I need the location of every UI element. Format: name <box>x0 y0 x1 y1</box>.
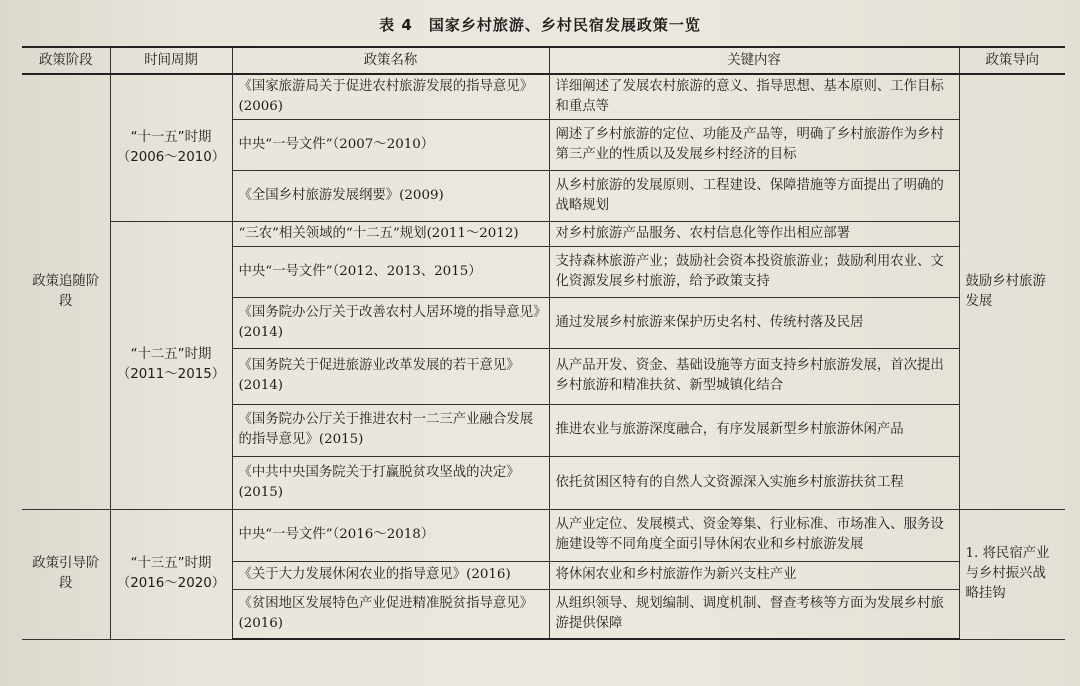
policy-name: 《国务院关于促进旅游业改革发展的若干意见》(2014) <box>232 348 549 404</box>
period-label: “十二五”时期 <box>130 347 212 362</box>
header-row <box>22 47 1065 74</box>
stage-cell: 政策追随阶段 <box>22 74 110 509</box>
period-cell <box>110 509 232 639</box>
header-stage: 政策阶段 <box>22 47 110 74</box>
policy-content: 支持森林旅游产业；鼓励社会资本投资旅游业；鼓励利用农业、文化资源发展乡村旅游，给予政策支持 <box>549 246 959 297</box>
table-row <box>22 74 1065 119</box>
policy-name: 中央“一号文件”（2012、2013、2015） <box>232 246 549 297</box>
policy-content: 从乡村旅游的发展原则、工程建设、保障措施等方面提出了明确的战略规划 <box>549 170 959 221</box>
policy-name: 《国家旅游局关于促进农村旅游发展的指导意见》(2006) <box>232 74 549 119</box>
policy-name: 中央“一号文件”（2016～2018） <box>232 509 549 561</box>
policy-content: 详细阐述了发展农村旅游的意义、指导思想、基本原则、工作目标和重点等 <box>549 74 959 119</box>
policy-content: 通过发展乡村旅游来保护历史名村、传统村落及民居 <box>549 297 959 348</box>
period-label: “十三五”时期 <box>130 556 212 571</box>
guide-cell: 1. 将民宿产业与乡村振兴战略挂钩 <box>959 509 1065 639</box>
header-content: 关键内容 <box>549 47 959 74</box>
policy-content: 从组织领导、规划编制、调度机制、督查考核等方面为发展乡村旅游提供保障 <box>549 589 959 639</box>
period-cell <box>110 221 232 509</box>
header-guide: 政策导向 <box>959 47 1065 74</box>
period-label: “十一五”时期 <box>130 129 212 145</box>
table-row <box>22 509 1065 561</box>
period-years: （2011～2015） <box>116 367 226 382</box>
table-title: 表 4 国家乡村旅游、乡村民宿发展政策一览 <box>379 16 701 34</box>
policy-content: 将休闲农业和乡村旅游作为新兴支柱产业 <box>549 561 959 589</box>
policy-name: 《关于大力发展休闲农业的指导意见》(2016) <box>232 561 549 589</box>
policy-content: 推进农业与旅游深度融合，有序发展新型乡村旅游休闲产品 <box>549 404 959 456</box>
policy-name: 中央“一号文件”（2007～2010） <box>232 119 549 170</box>
stage-cell: 政策引导阶段 <box>22 509 110 639</box>
period-cell <box>110 74 232 221</box>
policy-name: 《全国乡村旅游发展纲要》(2009) <box>232 170 549 221</box>
header-period: 时间周期 <box>110 47 232 74</box>
period-years: （2006～2010） <box>116 149 226 165</box>
table-row <box>22 221 1065 246</box>
policy-content: 从产品开发、资金、基础设施等方面支持乡村旅游发展，首次提出乡村旅游和精准扶贫、新型城镇化结合 <box>549 348 959 404</box>
policy-name: 《贫困地区发展特色产业促进精准脱贫指导意见》(2016) <box>232 589 549 639</box>
policy-name: 《中共中央国务院关于打赢脱贫攻坚战的决定》(2015) <box>232 456 549 509</box>
policy-content: 从产业定位、发展模式、资金筹集、行业标准、市场准入、服务设施建设等不同角度全面引导休闲农业和乡村旅游发展 <box>549 509 959 561</box>
guide-cell: 鼓励乡村旅游发展 <box>959 74 1065 509</box>
policy-content: 对乡村旅游产品服务、农村信息化等作出相应部署 <box>549 221 959 246</box>
header-policy: 政策名称 <box>232 47 549 74</box>
policy-name: 《国务院办公厅关于推进农村一二三产业融合发展的指导意见》(2015) <box>232 404 549 456</box>
policy-content: 阐述了乡村旅游的定位、功能及产品等，明确了乡村旅游作为乡村第三产业的性质以及发展乡村经济的目标 <box>549 119 959 170</box>
period-years: （2016～2020） <box>116 576 226 591</box>
policy-name: “三农”相关领域的“十二五”规划(2011～2012) <box>232 221 549 246</box>
policy-content: 依托贫困区特有的自然人文资源深入实施乡村旅游扶贫工程 <box>549 456 959 509</box>
policy-name: 《国务院办公厅关于改善农村人居环境的指导意见》(2014) <box>232 297 549 348</box>
policy-table <box>22 46 1065 640</box>
